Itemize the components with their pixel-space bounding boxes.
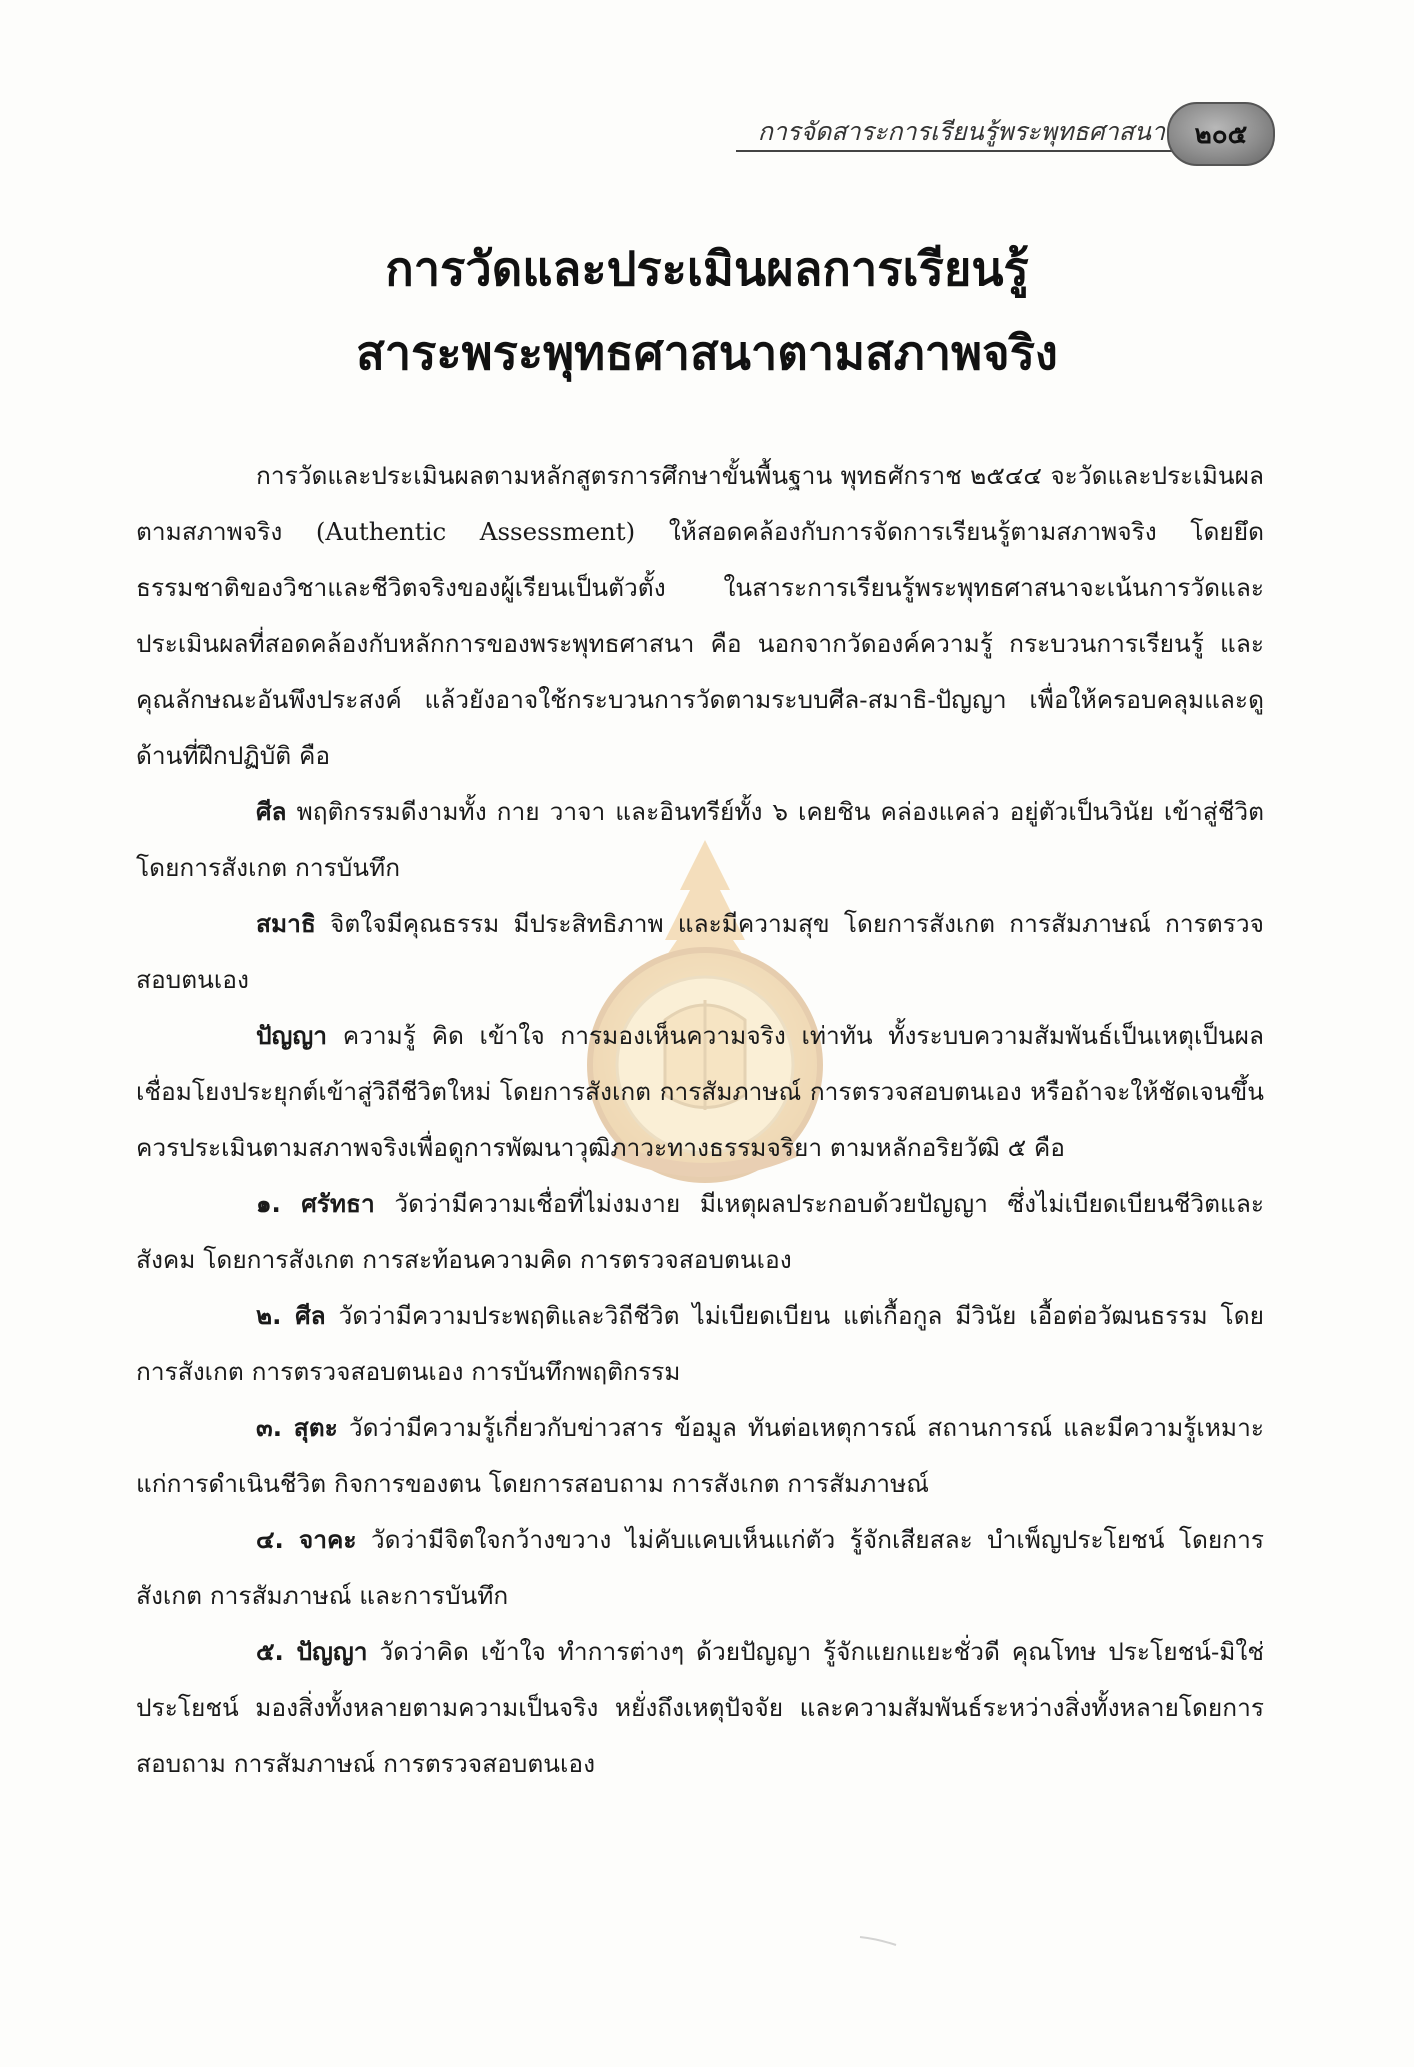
item-label: ๒. ศีล (256, 1301, 326, 1330)
chapter-title (0, 228, 1414, 396)
page-number-badge: ๒๐๕ (1167, 102, 1275, 166)
running-header (730, 102, 1275, 172)
term-label: ศีล (256, 797, 287, 826)
item-label: ๕. ปัญญา (256, 1637, 368, 1666)
list-item (136, 1288, 1264, 1400)
term-label: สมาธิ (256, 909, 316, 938)
paragraph-panya (136, 1008, 1264, 1176)
list-item (136, 1512, 1264, 1624)
title-line-1: การวัดและประเมินผลการเรียนรู้ (385, 242, 1029, 297)
item-text: วัดว่ามีจิตใจกว้างขวาง ไม่คับแคบเห็นแก่ตัว รู้จักเสียสละ บำเพ็ญประโยชน์ โดยการสังเกต การสัมภาษณ์ และการบันทึก (136, 1525, 1265, 1610)
term-text: ความรู้ คิด เข้าใจ การมองเห็นความจริง เท่าทัน ทั้งระบบความสัมพันธ์เป็นเหตุเป็นผลเชื่อมโยงประยุกต์เข้าสู่วิถีชีวิตใหม่ โดยการสังเกต การสัมภาษณ์ การตรวจสอบตนเอง หรือถ้าจะให้ชัดเจนขึ้น ควรประเมินตามสภาพจริงเพื่อดูการพัฒนาวุฒิภาวะทางธรรมจริยา ตามหลักอริยวัฒิ ๕ คือ (136, 1021, 1264, 1162)
paragraph-sila (136, 784, 1264, 896)
intro-paragraph: การวัดและประเมินผลตามหลักสูตรการศึกษาขั้นพื้นฐาน พุทธศักราช ๒๕๔๔ จะวัดและประเมินผลตามสภาพจริง (Authentic Assessment) ให้สอดคล้องกับการจัดการเรียนรู้ตามสภาพจริง โดยยึดธรรมชาติของวิชาและชีวิตจริงของผู้เรียนเป็นตัวตั้ง ในสาระการเรียนรู้พระพุทธศาสนาจะเน้นการวัดและประเมินผลที่สอดคล้องกับหลักการของพระพุทธศาสนา คือ นอกจากวัดองค์ความรู้ กระบวนการเรียนรู้ และคุณลักษณะอันพึงประสงค์ แล้วยังอาจใช้กระบวนการวัดตามระบบศีล-สมาธิ-ปัญญา เพื่อให้ครอบคลุมและดูด้านที่ฝึกปฏิบัติ คือ (136, 461, 1264, 770)
list-item (136, 1400, 1264, 1512)
term-text: จิตใจมีคุณธรรม มีประสิทธิภาพ และมีความสุข โดยการสังเกต การสัมภาษณ์ การตรวจสอบตนเอง (136, 909, 1264, 994)
term-label: ปัญญา (256, 1021, 328, 1050)
running-title: การจัดสาระการเรียนรู้พระพุทธศาสนา (757, 117, 1165, 146)
item-text: วัดว่ามีความเชื่อที่ไม่งมงาย มีเหตุผลประกอบด้วยปัญญา ซึ่งไม่เบียดเบียนชีวิตและสังคม โดยการสังเกต การสะท้อนความคิด การตรวจสอบตนเอง (136, 1189, 1264, 1274)
item-label: ๑. ศรัทธา (256, 1189, 375, 1218)
header-rule (736, 150, 1195, 152)
body-text (136, 448, 1264, 1792)
term-text: พฤติกรรมดีงามทั้ง กาย วาจา และอินทรีย์ทั้ง ๖ เคยชิน คล่องแคล่ว อยู่ตัวเป็นวินัย เข้าสู่ชีวิต โดยการสังเกต การบันทึก (136, 797, 1264, 882)
item-text: วัดว่ามีความประพฤติและวิถีชีวิต ไม่เบียดเบียน แต่เกื้อกูล มีวินัย เอื้อต่อวัฒนธรรม โดยการสังเกต การตรวจสอบตนเอง การบันทึกพฤติกรรม (136, 1301, 1264, 1386)
item-label: ๔. จาคะ (256, 1525, 357, 1554)
paragraph-samadhi (136, 896, 1264, 1008)
list-item (136, 1176, 1264, 1288)
list-item (136, 1624, 1264, 1792)
item-text: วัดว่าคิด เข้าใจ ทำการต่างๆ ด้วยปัญญา รู้จักแยกแยะชั่วดี คุณโทษ ประโยชน์-มิใช่ประโยชน์ มองสิ่งทั้งหลายตามความเป็นจริง หยั่งถึงเหตุปัจจัย และความสัมพันธ์ระหว่างสิ่งทั้งหลายโดยการสอบถาม การสัมภาษณ์ การตรวจสอบตนเอง (136, 1637, 1264, 1778)
item-label: ๓. สุตะ (256, 1413, 338, 1442)
title-line-2: สาระพระพุทธศาสนาตามสภาพจริง (356, 326, 1058, 381)
scan-mark (858, 1935, 898, 1947)
item-text: วัดว่ามีความรู้เกี่ยวกับข่าวสาร ข้อมูล ทันต่อเหตุการณ์ สถานการณ์ และมีความรู้เหมาะแก่การดำเนินชีวิต กิจการของตน โดยการสอบถาม การสังเกต การสัมภาษณ์ (136, 1413, 1264, 1498)
